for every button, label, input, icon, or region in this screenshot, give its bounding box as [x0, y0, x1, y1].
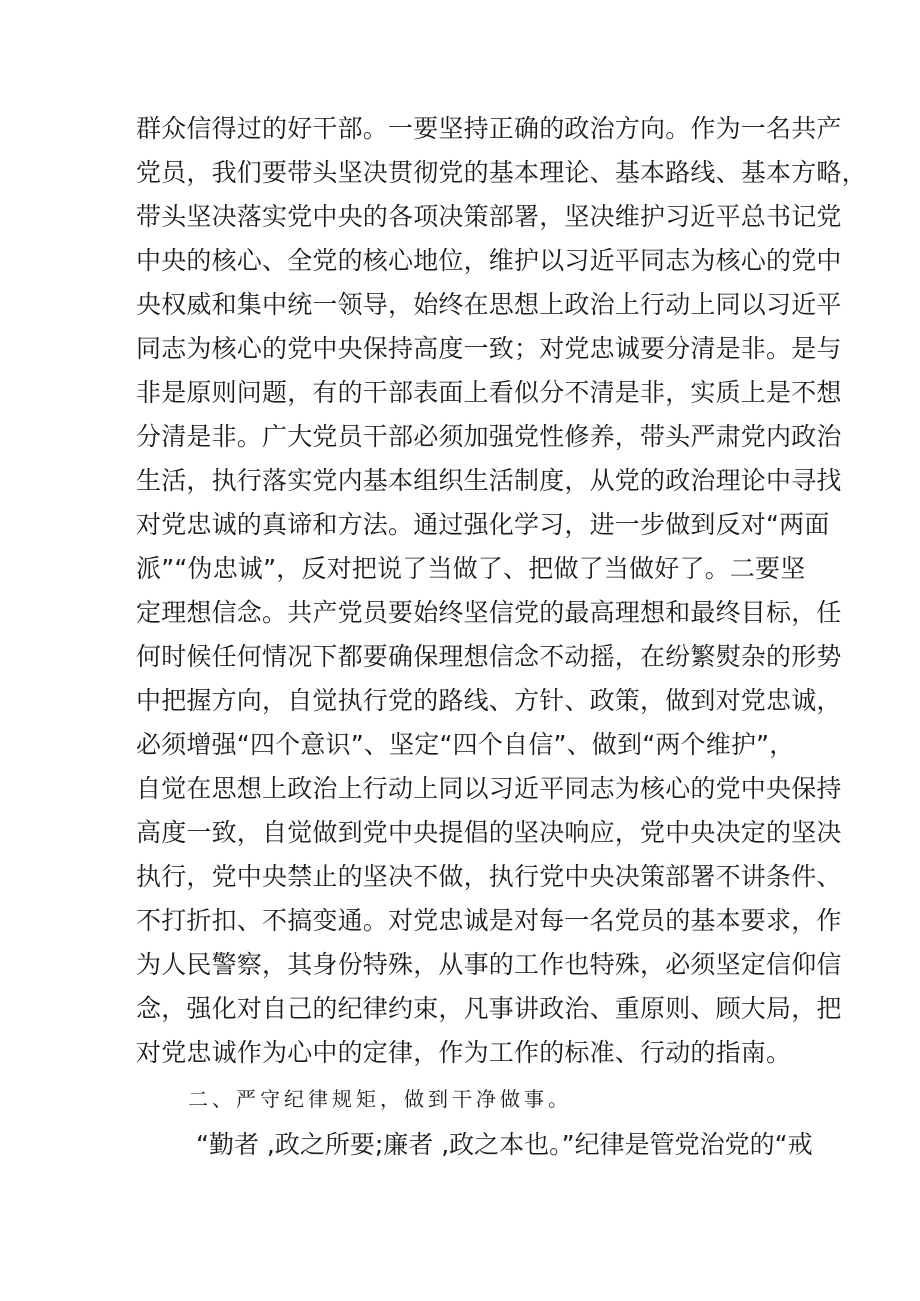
body-line: 同志为核心的党中央保持高度一致；对党忠诚要分清是非。是与 [136, 334, 842, 363]
body-line: 央权威和集中统一领导，始终在思想上政治上行动上同以习近平 [136, 290, 842, 319]
body-line: 生活，执行落实党内基本组织生活制度，从党的政治理论中寻找 [136, 466, 842, 495]
body-line: 念，强化对自己的纪律约束，凡事讲政治、重原则、顾大局，把 [136, 994, 842, 1023]
body-line: 不打折扣、不搞变通。对党忠诚是对每一名党员的基本要求，作 [136, 906, 842, 935]
quote-line: “勤者 ,政之所要;廉者 ,政之本也。”纪律是管党治党的“戒 [196, 1130, 813, 1159]
body-line: 党员，我们要带头坚决贯彻党的基本理论、基本路线、基本方略， [136, 158, 867, 187]
body-line: 派”“伪忠诚”，反对把说了当做了、把做了当做好了。二要坚 [136, 554, 806, 583]
body-line: 为人民警察，其身份特殊，从事的工作也特殊，必须坚定信仰信 [136, 950, 842, 979]
body-line: 分清是非。广大党员干部必须加强党性修养，带头严肃党内政治 [136, 422, 842, 451]
body-line: 何时候任何情况下都要确保理想信念不动摇，在纷繁熨杂的形势 [136, 642, 842, 671]
body-line: 中央的核心、全党的核心地位，维护以习近平同志为核心的党中 [136, 246, 842, 275]
body-line: 必须增强“四个意识”、坚定“四个自信”、做到“两个维护”， [136, 730, 795, 759]
body-line: 非是原则问题，有的干部表面上看似分不清是非，实质上是不想 [136, 378, 842, 407]
body-line: 自觉在思想上政治上行动上同以习近平同志为核心的党中央保持 [136, 774, 842, 803]
body-line: 对党忠诚作为心中的定律，作为工作的标准、行动的指南。 [136, 1038, 792, 1067]
section-heading: 二、严守纪律规矩，做到干净做事。 [188, 1087, 572, 1111]
body-line: 定理想信念。共产党员要始终坚信党的最高理想和最终目标，任 [136, 598, 842, 627]
body-line: 群众信得过的好干部。一要坚持正确的政治方向。作为一名共产 [136, 114, 842, 143]
body-line: 对党忠诚的真谛和方法。通过强化学习，进一步做到反对“两面 [136, 510, 830, 539]
body-line: 执行，党中央禁止的坚决不做，执行党中央决策部署不讲条件、 [136, 862, 842, 891]
body-line: 高度一致，自觉做到党中央提倡的坚决响应，党中央决定的坚决 [136, 818, 842, 847]
body-line: 带头坚决落实党中央的各项决策部署，坚决维护习近平总书记党 [136, 202, 842, 231]
body-line: 中把握方向，自觉执行党的路线、方针、政策，做到对党忠诚， [136, 686, 842, 715]
